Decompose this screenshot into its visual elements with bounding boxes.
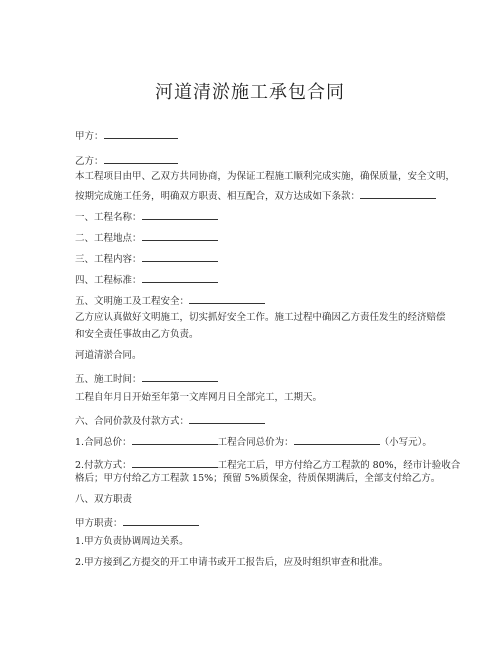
price-line [75, 433, 432, 449]
payment-blank [132, 456, 218, 468]
party-b-label: 乙方： [75, 156, 104, 167]
river-contract-line: 河道清淤合同。 [75, 350, 142, 361]
party-a-duty-line [75, 514, 199, 530]
item-6-label: 六、合同价款及付款方式： [75, 416, 190, 427]
schedule-line: 工程自年月日开始至年第一文库网月日全部完工，工期天。 [75, 392, 323, 403]
party-a-label: 甲方： [75, 131, 104, 142]
payment-text: 工程完工后，甲方付给乙方工程款的 80%，经市计验收合 [217, 460, 461, 471]
item-5-label: 五、文明施工及工程安全： [75, 296, 190, 307]
item-3-label: 三、工程内容： [75, 254, 142, 265]
party-b-blank [104, 152, 178, 164]
item-3-blank [142, 250, 218, 262]
item-4-line [75, 271, 218, 287]
intro-line-2 [75, 187, 436, 203]
item-2-label: 二、工程地点： [75, 233, 142, 244]
item-2-line [75, 229, 218, 245]
time-line [75, 370, 218, 386]
item-2-blank [142, 229, 218, 241]
item-1-line [75, 208, 218, 224]
document-title: 河道清淤施工承包合同 [155, 82, 345, 103]
duty-2: 2.甲方接到乙方提交的开工申请书或开工报告后，应及时组织审查和批准。 [75, 557, 389, 568]
item-3-line [75, 250, 218, 266]
safety-line-2: 和安全责任事故由乙方负责。 [75, 329, 199, 340]
item-4-label: 四、工程标准： [75, 275, 142, 286]
item-5-blank [189, 292, 265, 304]
item-1-label: 一、工程名称： [75, 212, 142, 223]
party-b-line [75, 152, 178, 168]
item-1-blank [142, 208, 218, 220]
duties-heading: 八、双方职责 [75, 494, 133, 505]
price-small-label: （小写元）。 [379, 437, 432, 448]
intro-line-1: 本工程项目由甲、乙双方共同协商，为保证工程施工顺利完成实施，确保质量，安全文明， [75, 171, 456, 182]
party-a-blank [104, 127, 178, 139]
duty-1: 1.甲方负责协调周边关系。 [75, 536, 189, 547]
intro-line-2-text: 按期完成施工任务，明确双方职责、相互配合，双方达成如下条款： [75, 191, 361, 202]
payment-label: 2.付款方式： [75, 460, 132, 471]
intro-blank [360, 187, 436, 199]
party-a-line [75, 127, 178, 143]
time-label: 五、施工时间： [75, 374, 142, 385]
party-a-duty-label: 甲方职责： [75, 518, 123, 529]
payment-line-2: 格后；甲方付给乙方工程款 15%；预留 5%质保金，待质保期满后，全部支付给乙方。 [75, 473, 441, 484]
price-label: 1.合同总价： [75, 437, 132, 448]
item-6-blank [189, 412, 265, 424]
price-blank-1 [132, 433, 218, 445]
price-total-label: 工程合同总价为： [217, 437, 294, 448]
safety-line-1: 乙方应认真做好文明施工，切实抓好安全工作。施工过程中确因乙方责任发生的经济赔偿 [75, 312, 446, 323]
time-blank [142, 370, 218, 382]
item-4-blank [142, 271, 218, 283]
payment-line-1 [75, 456, 460, 472]
item-6-line [75, 412, 265, 428]
party-a-duty-blank [123, 514, 199, 526]
item-5-line [75, 292, 265, 308]
price-blank-2 [294, 433, 380, 445]
